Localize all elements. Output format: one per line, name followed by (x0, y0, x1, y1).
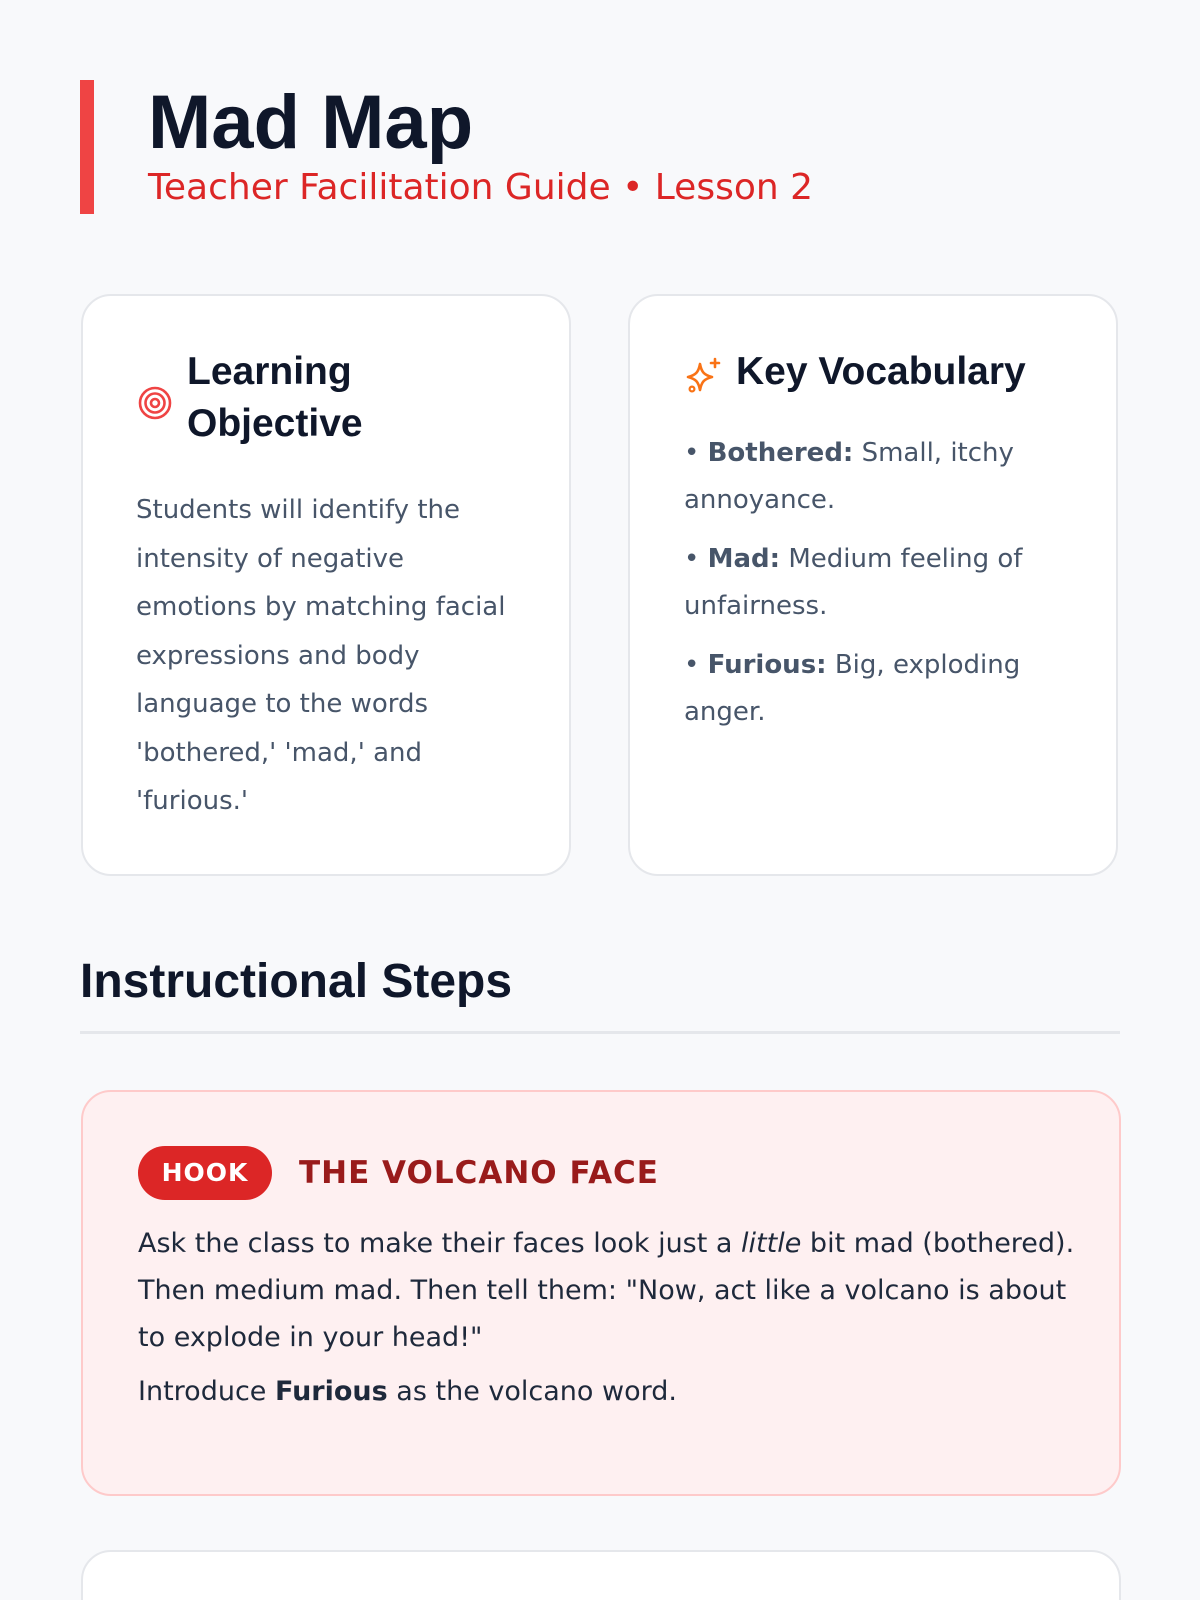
vocabulary-list (684, 430, 1074, 748)
vocabulary-definition: Small, itchy annoyance. (684, 438, 1014, 515)
vocabulary-item (684, 536, 1074, 630)
vocabulary-definition: Medium feeling of unfairness. (684, 544, 1023, 621)
hook-emphasis: little (741, 1228, 802, 1259)
bullet: • (684, 650, 700, 680)
page-title: Mad Map (148, 80, 474, 165)
vocabulary-item (684, 430, 1074, 524)
learning-objective-card (81, 294, 571, 876)
vocabulary-term: Mad: (707, 544, 781, 574)
hook-badge: HOOK (138, 1146, 272, 1200)
bullet: • (684, 544, 700, 574)
sparkles-icon (684, 356, 724, 396)
bullet: • (684, 438, 700, 468)
page-subtitle: Teacher Facilitation Guide • Lesson 2 (148, 167, 814, 208)
objective-text: Students will identify the intensity of negative emotions by matching facial expressions and body language to the words 'bothered,' 'mad,' and 'furious.' (136, 495, 506, 816)
next-step-card (81, 1550, 1121, 1600)
hook-note-bold: Furious (274, 1376, 388, 1407)
hook-instructions (138, 1220, 1078, 1361)
vocabulary-title: Key Vocabulary (736, 350, 1026, 393)
key-vocabulary-card (628, 294, 1118, 876)
page-header (80, 80, 1120, 214)
vocabulary-item (684, 642, 1074, 736)
vocabulary-term: Bothered: (707, 438, 854, 468)
section-divider (80, 1031, 1120, 1034)
instructional-steps-heading: Instructional Steps (80, 955, 513, 1008)
hook-step-card (81, 1090, 1121, 1496)
vocabulary-definition: Big, exploding anger. (684, 650, 1021, 727)
objective-title: Learning Objective (187, 350, 363, 445)
hook-text-part: Ask the class to make their faces look just a (138, 1228, 742, 1259)
vocabulary-term: Furious: (707, 650, 827, 680)
header-accent-bar (80, 80, 94, 214)
hook-title: THE VOLCANO FACE (299, 1155, 659, 1191)
hook-note-part: as the volcano word. (387, 1376, 677, 1407)
hook-text-part: bit mad (bothered). Then medium mad. Then tell them: "Now, act like a volcano is about to explode in your head!" (138, 1228, 1075, 1353)
target-icon (138, 386, 172, 420)
hook-note-part: Introduce (138, 1376, 275, 1407)
hook-note (138, 1368, 1078, 1415)
